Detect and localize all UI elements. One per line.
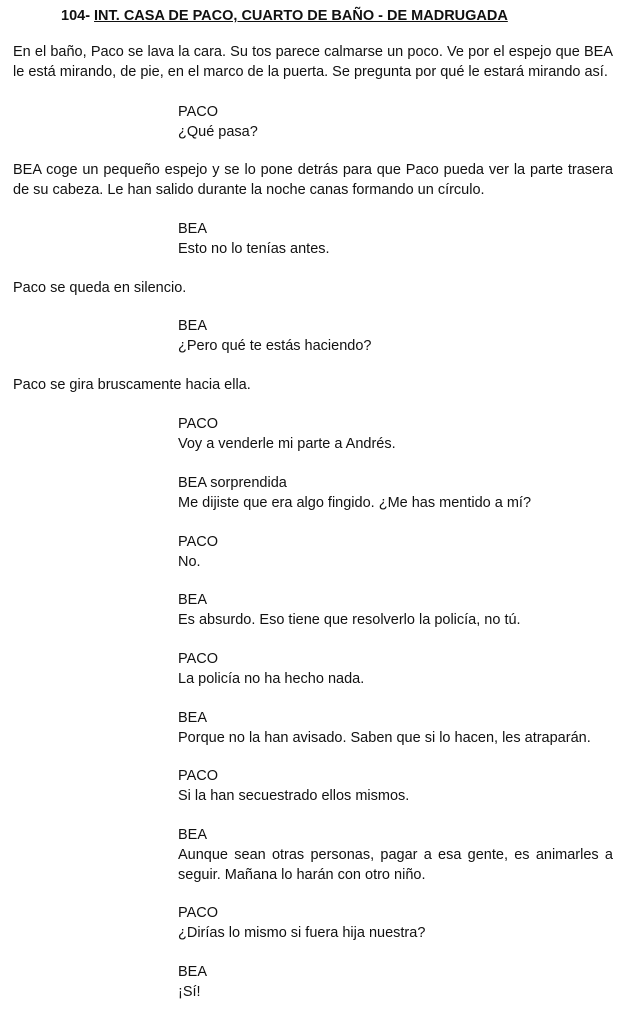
character-name: BEA [178, 592, 208, 608]
dialogue-block [178, 825, 613, 885]
character-name: PACO [178, 104, 219, 120]
character-name: PACO [178, 905, 219, 921]
dialogue-line: Porque no la han avisado. Saben que si lo hacen, les atraparán. [178, 730, 591, 746]
dialogue-line: Es absurdo. Eso tiene que resolverlo la policía, no tú. [178, 612, 521, 628]
dialogue-line: La policía no ha hecho nada. [178, 671, 365, 687]
dialogue-block [178, 590, 613, 630]
character-name: PACO [178, 534, 219, 550]
dialogue-line: Voy a venderle mi parte a Andrés. [178, 436, 396, 452]
action-paragraph: En el baño, Paco se lava la cara. Su tos parece calmarse un poco. Ve por el espejo que BEA le está mirando, de pie, en el marco de la puerta. Se pregunta por qué le estará mirando así. [13, 44, 613, 80]
character-name: BEA sorprendida [178, 475, 287, 491]
character-name: BEA [178, 318, 208, 334]
scene-title: INT. CASA DE PACO, CUARTO DE BAÑO - DE MADRUGADA [94, 8, 508, 24]
dialogue-block [178, 219, 613, 259]
dialogue-block [178, 903, 613, 943]
action-paragraph: Paco se queda en silencio. [13, 280, 187, 296]
character-name: PACO [178, 768, 219, 784]
dialogue-block [178, 962, 613, 1002]
dialogue-line: Aunque sean otras personas, pagar a esa gente, es animarles a seguir. Mañana lo harán con otro niño. [178, 847, 613, 883]
character-name: BEA [178, 710, 208, 726]
character-name: BEA [178, 221, 208, 237]
dialogue-block [178, 649, 613, 689]
dialogue-block [178, 473, 613, 513]
dialogue-line: No. [178, 554, 201, 570]
dialogue-line: Me dijiste que era algo fingido. ¿Me has mentido a mí? [178, 495, 532, 511]
dialogue-block [178, 708, 613, 748]
dialogue-line: ¿Qué pasa? [178, 124, 258, 140]
dialogue-line: ¡Sí! [178, 984, 201, 1000]
scene-heading [61, 6, 508, 26]
character-name: BEA [178, 827, 208, 843]
dialogue-line: Esto no lo tenías antes. [178, 241, 330, 257]
action-paragraph: Paco se gira bruscamente hacia ella. [13, 377, 251, 393]
dialogue-line: ¿Pero qué te estás haciendo? [178, 338, 372, 354]
dialogue-line: Si la han secuestrado ellos mismos. [178, 788, 410, 804]
character-name: PACO [178, 416, 219, 432]
character-name: BEA [178, 964, 208, 980]
dialogue-block [178, 316, 613, 356]
dialogue-block [178, 766, 613, 806]
action-paragraph: BEA coge un pequeño espejo y se lo pone detrás para que Paco pueda ver la parte trasera de su cabeza. Le han salido durante la noche canas formando un círculo. [13, 162, 613, 198]
scene-number: 104- [61, 8, 91, 24]
dialogue-block [178, 414, 613, 454]
dialogue-line: ¿Dirías lo mismo si fuera hija nuestra? [178, 925, 426, 941]
character-name: PACO [178, 651, 219, 667]
dialogue-block [178, 532, 613, 572]
dialogue-block [178, 102, 613, 142]
